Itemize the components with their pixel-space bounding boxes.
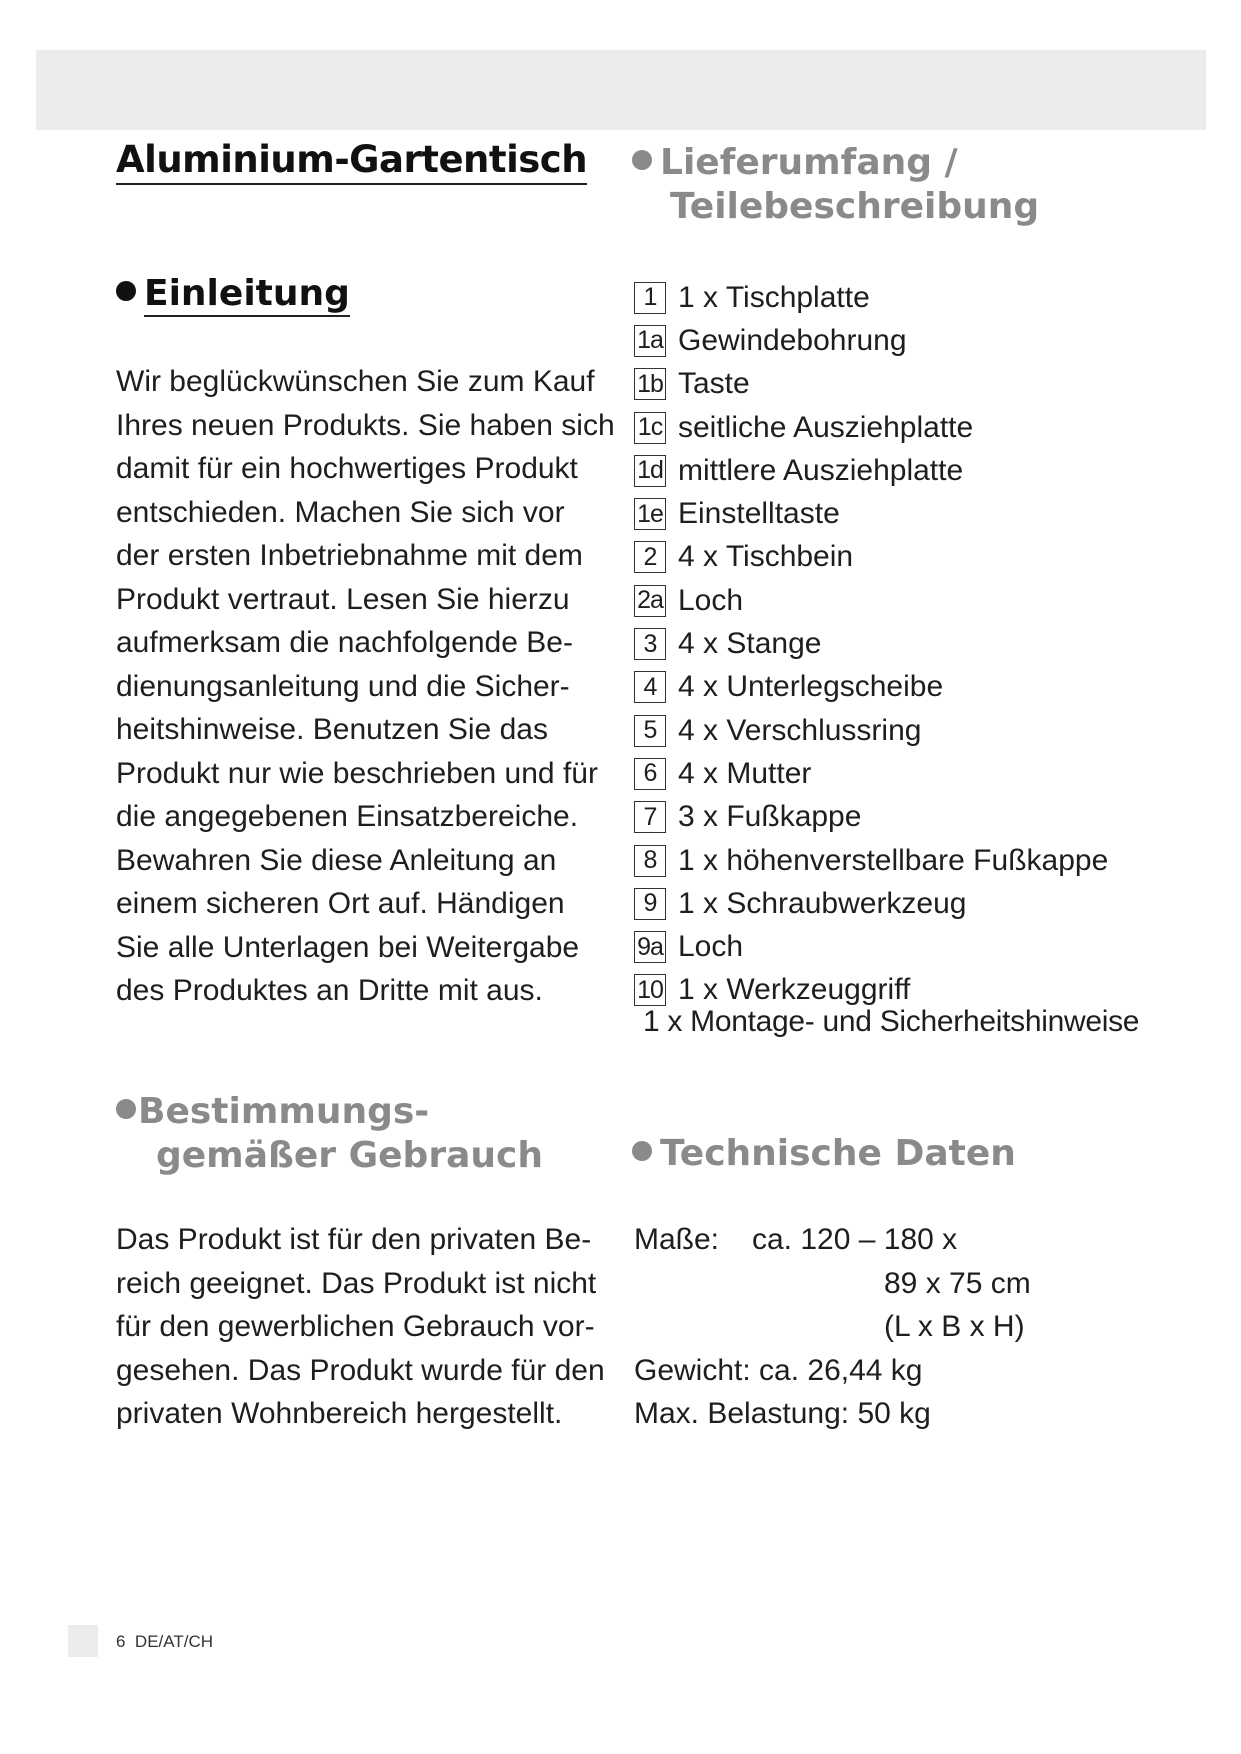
weight-value: Gewicht: ca. 26,44 kg [634, 1353, 923, 1387]
part-label: mittlere Ausziehplatte [678, 453, 964, 487]
part-item [634, 492, 1108, 535]
text-line: die angegebenen Einsatzbereiche. [116, 800, 579, 833]
part-number-box: 2a [634, 585, 666, 617]
text-line: dienungsanleitung und die Sicher- [116, 669, 570, 703]
parts-heading [632, 141, 1039, 229]
part-number-box: 10 [634, 974, 666, 1006]
text-line: heitshinweise. Benutzen Sie das [116, 713, 548, 746]
intro-paragraph [116, 360, 615, 1013]
part-label: seitliche Ausziehplatte [678, 410, 974, 444]
text-line: Produkt vertraut. Lesen Sie hierzu [116, 582, 570, 616]
part-label: 4 x Tischbein [678, 540, 854, 574]
part-number-box: 6 [634, 758, 666, 790]
text-line: Wir beglückwünschen Sie zum Kauf [116, 365, 595, 398]
part-label: Taste [678, 367, 750, 401]
part-number-box: 1b [634, 368, 666, 400]
part-number-box: 1c [634, 412, 666, 444]
header-band [36, 50, 1206, 130]
part-number-box: 1e [634, 498, 666, 530]
part-number-box: 7 [634, 801, 666, 833]
part-label: 3 x Fußkappe [678, 800, 862, 834]
text-line: reich geeignet. Das Produkt ist nicht [116, 1266, 597, 1300]
part-item [634, 276, 1108, 319]
footer-locale: DE/AT/CH [134, 1632, 213, 1651]
part-number-box: 8 [634, 845, 666, 877]
usage-paragraph [116, 1218, 605, 1436]
part-number-box: 1 [634, 282, 666, 314]
dimensions-unit-order: (L x B x H) [884, 1310, 1025, 1343]
part-label: Einstelltaste [678, 497, 840, 531]
part-number-box: 1a [634, 325, 666, 357]
parts-list [634, 276, 1108, 1012]
dimensions-value-2: 89 x 75 cm [884, 1266, 1031, 1300]
part-item [634, 882, 1108, 925]
text-line: Bewahren Sie diese Anleitung an [116, 843, 557, 877]
intro-heading-text: Einleitung [144, 273, 350, 317]
text-line: damit für ein hochwertiges Produkt [116, 452, 578, 485]
part-item [634, 666, 1108, 709]
text-line: gesehen. Das Produkt wurde für den [116, 1353, 605, 1387]
part-item [634, 752, 1108, 795]
dimensions-label: Maße: [634, 1223, 720, 1256]
parts-heading-line2: Teilebeschreibung [670, 186, 1040, 227]
part-number-box: 3 [634, 628, 666, 660]
text-line: privaten Wohnbereich hergestellt. [116, 1397, 563, 1430]
text-line: Produkt nur wie beschrieben und für [116, 756, 598, 790]
page-title: Aluminium-Gartentisch [116, 138, 587, 185]
bullet-icon [116, 281, 136, 301]
part-label: 4 x Verschlussring [678, 713, 922, 747]
parts-extra-item: 1 x Montage- und Sicherheitshinweise [643, 1005, 1140, 1038]
usage-heading-line2: gemäßer Gebrauch [156, 1135, 543, 1176]
part-item [634, 709, 1108, 752]
part-number-box: 9a [634, 931, 666, 963]
part-label: 4 x Mutter [678, 756, 812, 790]
part-item [634, 579, 1108, 622]
tech-data [634, 1218, 1031, 1436]
text-line: entschieden. Machen Sie sich vor [116, 495, 565, 529]
usage-heading [116, 1090, 543, 1178]
part-item [634, 406, 1108, 449]
part-label: Loch [678, 930, 744, 964]
dimensions-value: ca. 120 – 180 x [752, 1223, 958, 1256]
part-number-box: 5 [634, 715, 666, 747]
max-load-value: Max. Belastung: 50 kg [634, 1397, 931, 1430]
bullet-icon [632, 150, 652, 170]
part-item [634, 449, 1108, 492]
part-label: Loch [678, 583, 744, 617]
text-line: Das Produkt ist für den privaten Be- [116, 1223, 592, 1256]
text-line: aufmerksam die nachfolgende Be- [116, 626, 573, 659]
bullet-icon [116, 1099, 136, 1119]
page-number: 6 [116, 1632, 126, 1651]
part-item [634, 622, 1108, 665]
part-number-box: 1d [634, 455, 666, 487]
part-item [634, 839, 1108, 882]
text-line: einem sicheren Ort auf. Händigen [116, 887, 565, 920]
bullet-icon [632, 1141, 652, 1161]
part-item [634, 925, 1108, 968]
part-item [634, 363, 1108, 406]
text-line: Ihres neuen Produkts. Sie haben sich [116, 408, 615, 442]
intro-heading [116, 272, 350, 316]
parts-heading-line1: Lieferumfang / [660, 142, 958, 183]
footer-marker [68, 1625, 98, 1657]
part-number-box: 9 [634, 888, 666, 920]
tech-heading [632, 1132, 1016, 1176]
part-item [634, 319, 1108, 362]
part-label: 1 x höhenverstellbare Fußkappe [678, 843, 1109, 877]
text-line: des Produktes an Dritte mit aus. [116, 974, 543, 1007]
part-label: Gewindebohrung [678, 323, 907, 357]
part-number-box: 2 [634, 541, 666, 573]
text-line: für den gewerblichen Gebrauch vor- [116, 1310, 595, 1343]
text-line: der ersten Inbetriebnahme mit dem [116, 539, 583, 572]
usage-heading-line1: Bestimmungs- [138, 1091, 430, 1132]
part-item [634, 536, 1108, 579]
text-line: Sie alle Unterlagen bei Weitergabe [116, 930, 580, 964]
part-label: 1 x Tischplatte [678, 280, 870, 314]
part-label: 4 x Stange [678, 627, 822, 661]
part-label: 1 x Schraubwerkzeug [678, 886, 967, 920]
tech-heading-text: Technische Daten [660, 1133, 1016, 1174]
footer [116, 1632, 213, 1652]
part-item [634, 796, 1108, 839]
part-number-box: 4 [634, 671, 666, 703]
part-label: 4 x Unterlegscheibe [678, 670, 944, 704]
part-label: 1 x Werkzeuggriff [678, 973, 911, 1007]
